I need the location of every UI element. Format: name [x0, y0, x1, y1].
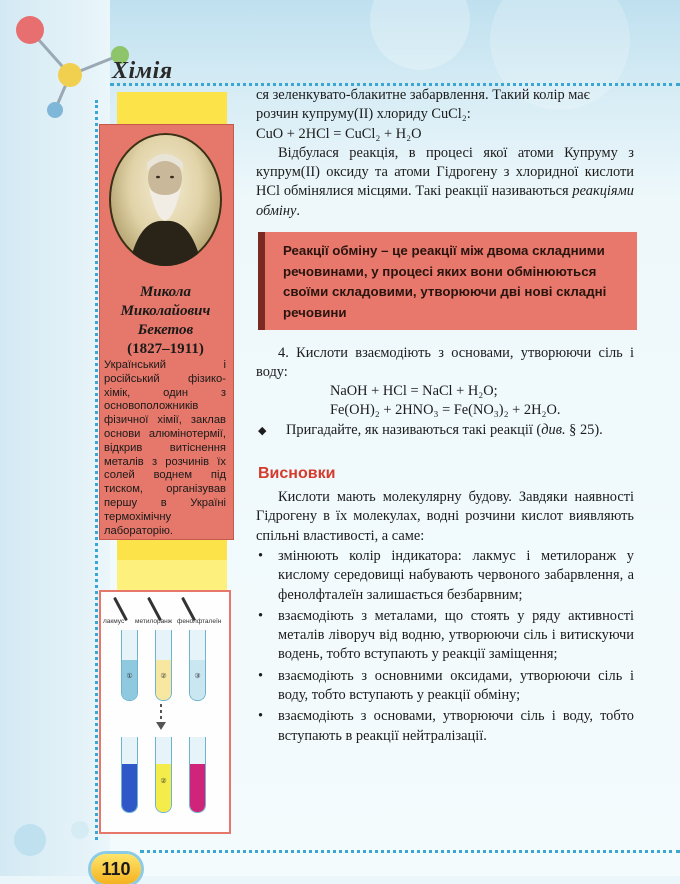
conclusions-heading: Висновки — [258, 465, 336, 482]
tube-liquid — [122, 764, 137, 812]
life-years: (1827–1911) — [127, 341, 204, 357]
paragraph-end: . — [296, 202, 301, 219]
conclusions-list — [256, 547, 634, 748]
portrait-image — [109, 133, 222, 266]
scientist-name — [99, 283, 232, 340]
biography-text: Український і російський фізико-хімік, один з основоположників фізичної хімії, заклав основи алюмінотермії, відкрив витіснення металів з розчинів їх солей воднем під тиском, організував першу в Україні термохімічну лабораторію. — [104, 359, 226, 537]
list-item-4: 4. Кислоти взаємодіють з основами, утворюючи сіль і воду: — [256, 345, 634, 381]
recall-italic: див. — [541, 422, 566, 438]
margin-dotted-rule — [95, 100, 98, 840]
conclusions-intro-text: Кислоти мають молекулярну будову. Завдяки наявності Гідрогену в їх молекулах, водні розчини кислот виявляють спільні властивості, а саме: — [256, 489, 634, 544]
test-tube-bottom-2 — [155, 737, 172, 813]
tube-liquid — [190, 660, 205, 700]
footer-dotted-rule — [140, 850, 680, 853]
test-tube-top-2 — [155, 630, 172, 701]
equation-2: NaOH + HCl = NaCl + H₂O; — [330, 383, 498, 399]
test-tube-top-3 — [189, 630, 206, 701]
tube-liquid — [156, 764, 171, 812]
paragraph-text: Відбулася реакція, в процесі якої атоми Купруму з купрум(II) оксиду та атоми Гідрогену з хлоридної кислоти HCl обмінялися місцями. Такі реакції називаються — [256, 144, 634, 200]
paragraph-line: ся зеленкувато-блакитне забарвлення. Такий колір має — [256, 87, 590, 103]
test-tube-bottom-1 — [121, 737, 138, 813]
tube-liquid — [122, 660, 137, 700]
name-line-surname: Бекетов — [137, 322, 194, 338]
paragraph-line: розчин купруму(II) хлориду CuCl₂: — [256, 106, 471, 123]
tube-number: ③ — [194, 673, 201, 680]
test-tube-bottom-3 — [189, 737, 206, 813]
definition-box — [258, 232, 637, 330]
tube-number: ② — [160, 673, 167, 680]
portrait-figure — [109, 133, 222, 266]
equation-1: CuO + 2HCl = CuCl₂ + H₂O — [256, 125, 422, 142]
label-methyl-orange: метилоранж — [135, 618, 173, 625]
recall-line — [286, 421, 636, 440]
equation-3: Fe(OH)₂ + 2HNO₃ = Fe(NO₃)₂ + 2H₂O. — [330, 402, 561, 418]
recall-end: § 25). — [565, 422, 603, 438]
tube-liquid — [156, 660, 171, 700]
arrow-down-icon — [151, 702, 171, 732]
recall-text: Пригадайте, як називаються такі реакції ( — [286, 422, 542, 438]
name-line-patronymic: Миколайович — [120, 303, 211, 319]
name-line-first: Микола — [139, 284, 192, 300]
list-item: • взаємодіють з металами, що стоять у ряду активності металів ліворуч від водню, утворюючи сіль і витискуючи водень, тобто вступають у реакції заміщення; — [256, 607, 634, 665]
term-italic: реакціями обміну — [256, 183, 634, 219]
list-item: • змінюють колір індикатора: лакмус і метилоранж у кислому середовищі набувають червоного забарвлення, а фенолфталеїн залишається безбарвним; — [256, 547, 634, 605]
test-tube-top-1 — [121, 630, 138, 701]
tube-liquid — [190, 764, 205, 812]
definition-text: Реакції обміну – це реакції між двома складними речовинами, у процесі яких вони обмінюються своїми складовими, утворюючи дві нові складні речовини — [283, 243, 607, 320]
main-text-middle — [256, 344, 634, 383]
conclusions-intro — [256, 488, 634, 546]
subject-title: Хімія — [112, 58, 173, 84]
label-phenolphthalein: фенолфталеїн — [177, 618, 222, 625]
paragraph-exchange — [256, 144, 634, 221]
list-item: • взаємодіють з основними оксидами, утворюючи сіль і воду, тобто вступають у реакції обміну; — [256, 667, 634, 706]
tube-number: ① — [126, 673, 133, 680]
label-litmus: лакмус — [103, 618, 125, 625]
list-item: • взаємодіють з основами, утворюючи сіль і воду, тобто вступають в реакції нейтралізації. — [256, 707, 634, 746]
left-margin-band — [0, 0, 110, 876]
page-number: 110 — [91, 854, 141, 884]
main-text-top — [256, 86, 634, 221]
diamond-bullet-icon: ◆ — [258, 425, 267, 437]
indicator-illustration — [99, 590, 231, 834]
tube-number: ② — [160, 778, 167, 785]
